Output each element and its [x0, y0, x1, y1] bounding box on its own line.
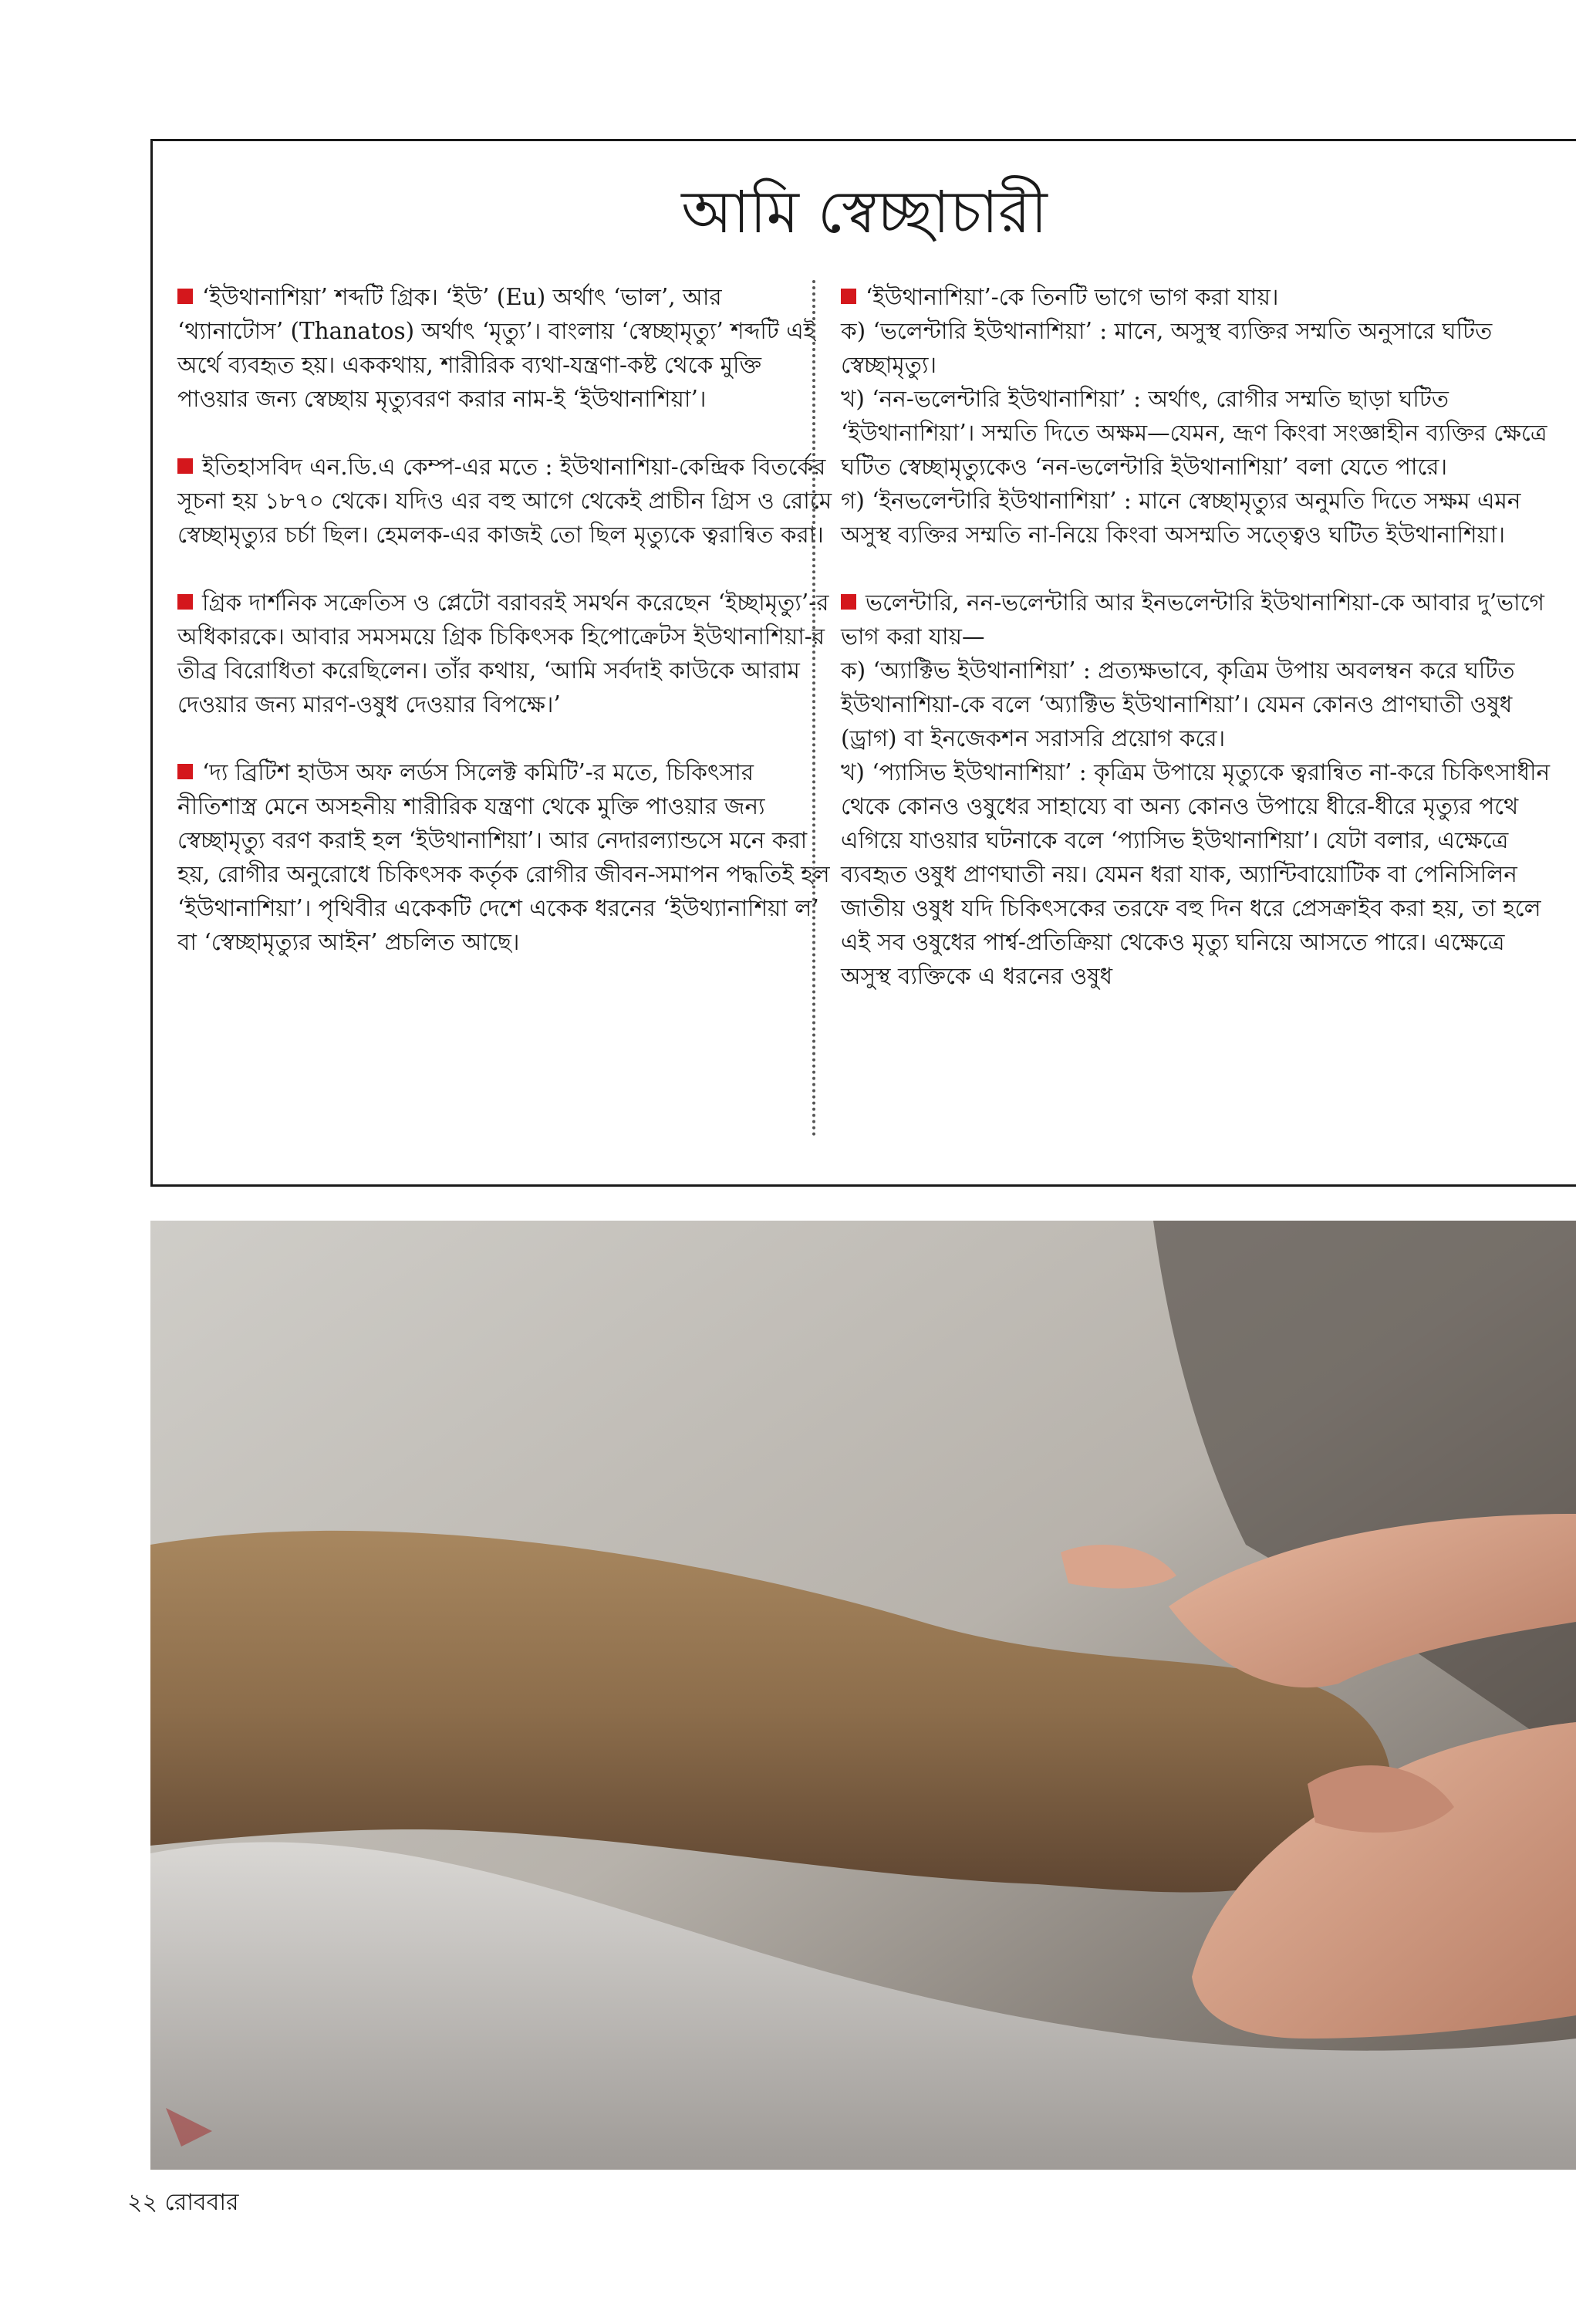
list-item: খ) ‘প্যাসিভ ইউথানাশিয়া’ : কৃত্রিম উপায়ে মৃত্যুকে ত্বরান্বিত না-করে চিকিৎসাধীন থেকে কোনও ওষুধের সাহায্যে বা অন্য কোনও উপায়ে ধীরে-ধীরে মৃত্যুর পথে এগিয়ে যাওয়ার ঘটনাকে বলে ‘প্যাসিভ ইউথানাশিয়া’। যেটা বলার, এক্ষেত্রে ব্যবহৃত ওষুধ প্রাণঘাতী নয়। যেমন ধরা যাক, অ্যান্টিবায়োটিক বা পেনিসিলিন জাতীয় ওষুধ যদি চিকিৎসকের তরফে বহু দিন ধরে প্রেসক্রাইব করা হয়, তা হলে এই সব ওষুধের পার্শ্ব-প্রতিক্রিয়া থেকেও মৃত্যু ঘনিয়ে আসতে পারে। এক্ষেত্রে অসুস্থ ব্যক্তিকে এ ধরনের ওষুধ: [841, 759, 1551, 989]
photo-illustration: [150, 1221, 1576, 2170]
paragraph: [177, 450, 833, 552]
paragraph-text: ইতিহাসবিদ এন.ডি.এ কেম্প-এর মতে : ইউথানাশিয়া-কেন্দ্রিক বিতর্কের সূচনা হয় ১৮৭০ থেকে। যদিও এর বহু আগে থেকেই প্রাচীন গ্রিস ও রোমে স্বেচ্ছামৃত্যুর চর্চা ছিল। হেমলক-এর কাজই তো ছিল মৃত্যুকে ত্বরান্বিত করা।: [177, 454, 832, 548]
paragraph-text: ‘ইউথানাশিয়া’ শব্দটি গ্রিক। ‘ইউ’ (Eu) অর্থাৎ ‘ভাল’, আর ‘থ্যানাটোস’ (Thanatos) অর্থাৎ ‘মৃত্যু’। বাংলায় ‘স্বেচ্ছামৃত্যু’ শব্দটি এই অর্থে ব্যবহৃত হয়। এককথায়, শারীরিক ব্যথা-যন্ত্রণা-কষ্ট থেকে মুক্তি পাওয়ার জন্য স্বেচ্ছায় মৃত্যুবরণ করার নাম-ই ‘ইউথানাশিয়া’।: [177, 284, 815, 412]
right-column: [841, 280, 1551, 993]
hand-holding-paw-photo: [150, 1221, 1576, 2170]
page-footer: ২২ রোববার: [127, 2189, 239, 2216]
classification-block: [841, 586, 1551, 993]
red-square-bullet-icon: [177, 458, 193, 474]
list-item: খ) ‘নন-ভলেন্টারি ইউথানাশিয়া’ : অর্থাৎ, রোগীর সম্মতি ছাড়া ঘটিত ‘ইউথানাশিয়া’। সম্মতি দিতে অক্ষম—যেমন, ভ্রূণ কিংবা সংজ্ঞাহীন ব্যক্তির ক্ষেত্রে ঘটিত স্বেচ্ছামৃত্যুকেও ‘নন-ভলেন্টারি ইউথানাশিয়া’ বলা যেতে পারে।: [841, 386, 1547, 480]
block-intro-text: ‘ইউথানাশিয়া’-কে তিনটি ভাগে ভাগ করা যায়।: [866, 284, 1279, 310]
article-box: [150, 139, 1576, 1187]
paragraph: [177, 280, 833, 416]
paragraph-text: ‘দ্য ব্রিটিশ হাউস অফ লর্ডস সিলেক্ট কমিটি’-র মতে, চিকিৎসার নীতিশাস্ত্র মেনে অসহনীয় শারীরিক যন্ত্রণা থেকে মুক্তি পাওয়ার জন্য স্বেচ্ছামৃত্যু বরণ করাই হল ‘ইউথানাশিয়া’। আর নেদারল্যান্ডসে মনে করা হয়, রোগীর অনুরোধে চিকিৎসক কর্তৃক রোগীর জীবন-সমাপন পদ্ধতিই হল ‘ইউথানাশিয়া’। পৃথিবীর একেকটি দেশে একেক ধরনের ‘ইউথ্যানাশিয়া ল’ বা ‘স্বেচ্ছামৃত্যুর আইন’ প্রচলিত আছে।: [177, 759, 830, 955]
block-intro: [841, 586, 1551, 654]
article-title: আমি স্বেচ্ছাচারী: [681, 177, 1048, 246]
paragraph: [177, 755, 833, 959]
red-square-bullet-icon: [841, 594, 856, 610]
block-intro: [841, 280, 1551, 314]
list-item: ক) ‘অ্যাক্টিভ ইউথানাশিয়া’ : প্রত্যক্ষভাবে, কৃত্রিম উপায় অবলম্বন করে ঘটিত ইউথানাশিয়া-কে বলে ‘অ্যাক্টিভ ইউথানাশিয়া’। যেমন কোনও প্রাণঘাতী ওষুধ (ড্রাগ) বা ইনজেকশন সরাসরি প্রয়োগ করে।: [841, 657, 1515, 752]
red-square-bullet-icon: [177, 594, 193, 610]
list-item: গ) ‘ইনভলেন্টারি ইউথানাশিয়া’ : মানে স্বেচ্ছামৃত্যুর অনুমতি দিতে সক্ষম এমন অসুস্থ ব্যক্তির সম্মতি না-নিয়ে কিংবা অসম্মতি সত্ত্বেও ঘটিত ইউথানাশিয়া।: [841, 488, 1521, 548]
block-intro-text: ভলেন্টারি, নন-ভলেন্টারি আর ইনভলেন্টারি ইউথানাশিয়া-কে আবার দু’ভাগে ভাগ করা যায়—: [841, 589, 1544, 650]
classification-block: [841, 280, 1551, 552]
left-column: [177, 280, 833, 959]
red-square-bullet-icon: [177, 764, 193, 779]
red-square-bullet-icon: [177, 289, 193, 304]
list-item: ক) ‘ভলেন্টারি ইউথানাশিয়া’ : মানে, অসুস্থ ব্যক্তির সম্মতি অনুসারে ঘটিত স্বেচ্ছামৃত্যু।: [841, 318, 1493, 378]
red-square-bullet-icon: [841, 289, 856, 304]
paragraph: [177, 586, 833, 721]
paragraph-text: গ্রিক দার্শনিক সক্রেতিস ও প্লেটো বরাবরই সমর্থন করেছেন ‘ইচ্ছামৃত্যু’-র অধিকারকে। আবার সমসময়ে গ্রিক চিকিৎসক হিপোক্রেটস ইউথানাশিয়া-র তীব্র বিরোধিতা করেছিলেন। তাঁর কথায়, ‘আমি সর্বদাই কাউকে আরাম দেওয়ার জন্য মারণ-ওষুধ দেওয়ার বিপক্ষে।’: [177, 589, 829, 718]
column-divider: [812, 280, 815, 1137]
